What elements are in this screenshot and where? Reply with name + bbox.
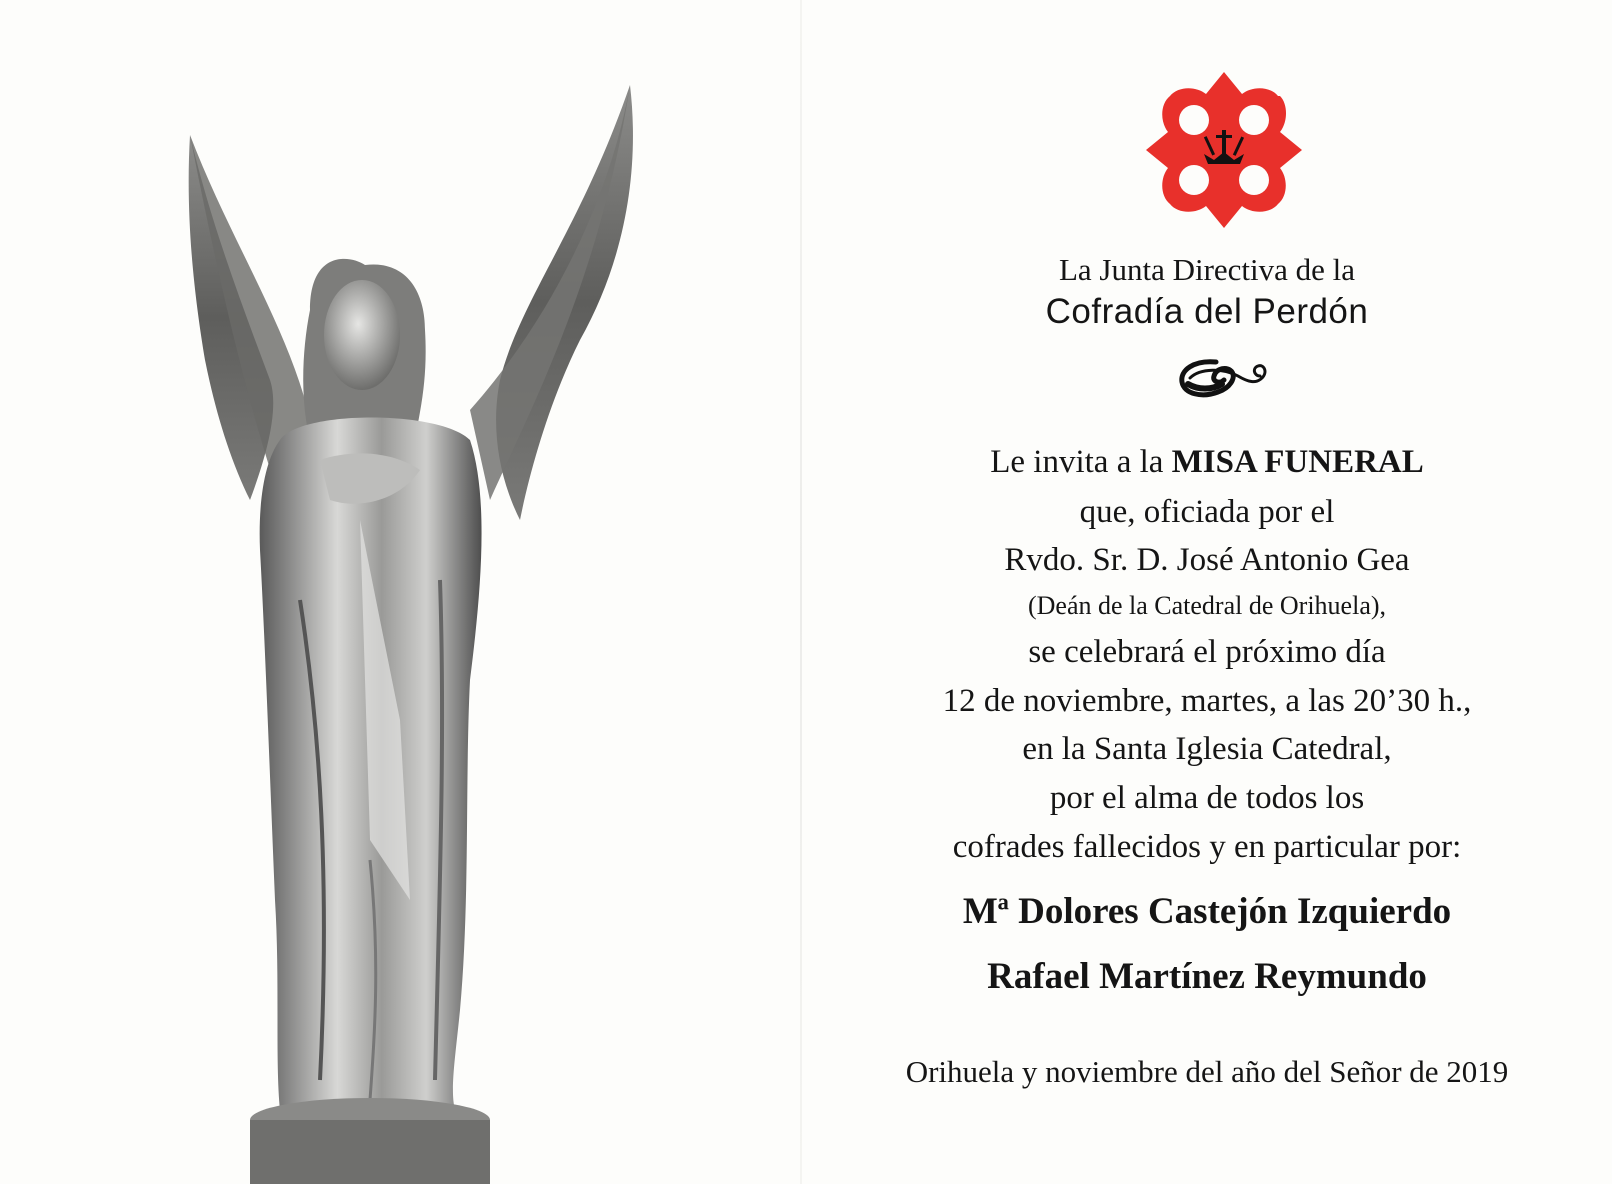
event-date-time: 12 de noviembre, martes, a las 20’30 h., xyxy=(942,683,1472,719)
invitation-line: que, oficiada por el xyxy=(1079,494,1335,530)
celebrant-name: Rvdo. Sr. D. José Antonio Gea xyxy=(1004,542,1410,578)
celebrant-title: (Deán de la Catedral de Orihuela), xyxy=(1027,591,1387,620)
intro-line-1: La Junta Directiva de la xyxy=(1058,252,1356,287)
place-date-footer: Orihuela y noviembre del año del Señor de 2019 xyxy=(905,1054,1509,1089)
invitation-headline xyxy=(802,444,1612,481)
angel-statue-image xyxy=(170,80,670,1184)
deceased-name: Rafael Martínez Reymundo xyxy=(987,956,1427,997)
event-name: MISA FUNERAL xyxy=(1171,444,1424,480)
invitation-line: cofrades fallecidos y en particular por: xyxy=(952,829,1462,865)
invitation-line: por el alma de todos los xyxy=(1049,780,1365,816)
deceased-name: Mª Dolores Castejón Izquierdo xyxy=(962,891,1452,932)
invitation-prefix: Le invita a la xyxy=(990,444,1172,480)
swirl-ornament-icon xyxy=(1176,354,1272,402)
invitation-line: se celebrará el próximo día xyxy=(1028,634,1386,670)
left-panel xyxy=(0,0,800,1184)
right-panel xyxy=(802,0,1612,1184)
brotherhood-name: Cofradía del Perdón xyxy=(1045,292,1369,331)
event-location: en la Santa Iglesia Catedral, xyxy=(1022,731,1392,767)
red-cross-crown-emblem-icon xyxy=(1146,72,1302,228)
